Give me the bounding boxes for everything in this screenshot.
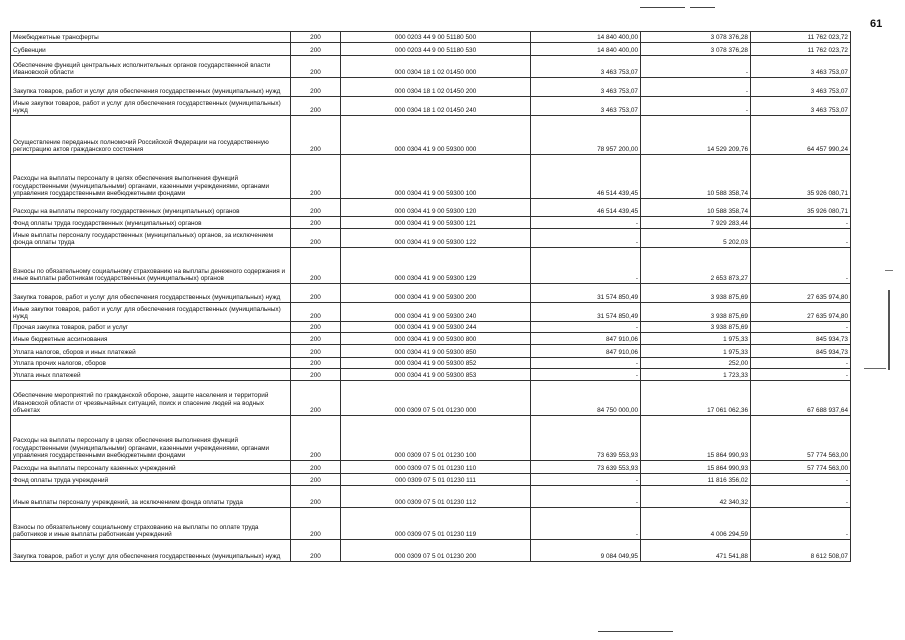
- row-approved: 3 463 753,07: [531, 97, 641, 116]
- row-admin-code: 200: [291, 358, 341, 369]
- row-executed: 14 529 209,76: [641, 116, 751, 155]
- row-budget-code: 000 0309 07 5 01 01230 000: [341, 381, 531, 416]
- row-executed: 3 938 875,69: [641, 322, 751, 333]
- table-row: [11, 56, 851, 78]
- row-remainder: 845 934,73: [751, 333, 851, 345]
- table-row: [11, 97, 851, 116]
- row-budget-code: 000 0309 07 5 01 01230 100: [341, 416, 531, 461]
- row-admin-code: 200: [291, 322, 341, 333]
- table-row: [11, 248, 851, 284]
- row-budget-code: 000 0304 41 9 00 59300 244: [341, 322, 531, 333]
- table-row: [11, 416, 851, 461]
- row-approved: -: [531, 229, 641, 248]
- row-remainder: -: [751, 474, 851, 486]
- table-row: [11, 381, 851, 416]
- row-approved: -: [531, 217, 641, 229]
- row-name: Иные закупки товаров, работ и услуг для обеспечения государственных (муниципальных) нужд: [11, 97, 291, 116]
- row-remainder: 11 762 023,72: [751, 32, 851, 43]
- row-approved: 73 639 553,93: [531, 416, 641, 461]
- table-row: [11, 369, 851, 381]
- row-admin-code: 200: [291, 369, 341, 381]
- row-remainder: -: [751, 217, 851, 229]
- row-executed: 10 588 358,74: [641, 199, 751, 217]
- row-admin-code: 200: [291, 303, 341, 322]
- row-budget-code: 000 0304 41 9 00 59300 100: [341, 155, 531, 199]
- row-remainder: -: [751, 229, 851, 248]
- row-remainder: -: [751, 508, 851, 540]
- row-remainder: 35 926 080,71: [751, 155, 851, 199]
- scan-mark-right-edge: [888, 290, 890, 370]
- row-executed: 1 975,33: [641, 333, 751, 345]
- row-executed: -: [641, 56, 751, 78]
- row-budget-code: 000 0304 41 9 00 59300 129: [341, 248, 531, 284]
- row-executed: 3 938 875,69: [641, 284, 751, 303]
- scan-mark-right-tick: [885, 270, 893, 271]
- row-name: Субвенции: [11, 43, 291, 56]
- row-approved: -: [531, 486, 641, 508]
- row-budget-code: 000 0304 41 9 00 59300 000: [341, 116, 531, 155]
- scan-mark-top: [640, 7, 685, 8]
- row-name: Закупка товаров, работ и услуг для обеспечения государственных (муниципальных) нужд: [11, 78, 291, 97]
- table-row: [11, 32, 851, 43]
- row-remainder: -: [751, 486, 851, 508]
- page-number: 61: [870, 18, 883, 30]
- row-approved: -: [531, 248, 641, 284]
- row-budget-code: 000 0309 07 5 01 01230 200: [341, 540, 531, 562]
- budget-execution-table: [10, 31, 851, 562]
- row-budget-code: 000 0304 41 9 00 59300 120: [341, 199, 531, 217]
- row-remainder: -: [751, 248, 851, 284]
- row-remainder: 67 688 937,64: [751, 381, 851, 416]
- row-name: Иные закупки товаров, работ и услуг для обеспечения государственных (муниципальных) нужд: [11, 303, 291, 322]
- row-remainder: 11 762 023,72: [751, 43, 851, 56]
- row-name: Фонд оплаты труда учреждений: [11, 474, 291, 486]
- row-admin-code: 200: [291, 32, 341, 43]
- row-admin-code: 200: [291, 416, 341, 461]
- row-remainder: 27 635 974,80: [751, 303, 851, 322]
- row-budget-code: 000 0304 18 1 02 01450 240: [341, 97, 531, 116]
- row-budget-code: 000 0203 44 9 00 51180 530: [341, 43, 531, 56]
- row-budget-code: 000 0304 41 9 00 59300 850: [341, 345, 531, 358]
- row-name: Взносы по обязательному социальному страхованию на выплаты по оплате труда работников и иные выплаты работникам учреждений: [11, 508, 291, 540]
- row-executed: 15 864 990,93: [641, 461, 751, 474]
- row-remainder: 35 926 080,71: [751, 199, 851, 217]
- row-approved: -: [531, 474, 641, 486]
- row-remainder: -: [751, 369, 851, 381]
- row-name: Расходы на выплаты персоналу в целях обеспечения выполнения функций государственными (муниципальными) органами, казенными учреждениями, органами управления государственными внебюджетными фондами: [11, 155, 291, 199]
- row-name: Уплата иных платежей: [11, 369, 291, 381]
- row-executed: 3 078 376,28: [641, 43, 751, 56]
- row-approved: 847 910,06: [531, 345, 641, 358]
- row-remainder: 57 774 563,00: [751, 461, 851, 474]
- row-admin-code: 200: [291, 284, 341, 303]
- row-admin-code: 200: [291, 486, 341, 508]
- row-budget-code: 000 0304 18 1 02 01450 200: [341, 78, 531, 97]
- row-name: Иные выплаты персоналу государственных (муниципальных) органов, за исключением фонда оплаты труда: [11, 229, 291, 248]
- row-approved: 31 574 850,49: [531, 284, 641, 303]
- table-row: [11, 229, 851, 248]
- row-budget-code: 000 0304 41 9 00 59300 240: [341, 303, 531, 322]
- row-executed: 5 202,03: [641, 229, 751, 248]
- row-remainder: 57 774 563,00: [751, 416, 851, 461]
- row-executed: 42 340,32: [641, 486, 751, 508]
- row-budget-code: 000 0304 41 9 00 59300 200: [341, 284, 531, 303]
- row-budget-code: 000 0304 41 9 00 59300 121: [341, 217, 531, 229]
- row-executed: 7 929 283,44: [641, 217, 751, 229]
- row-name: Прочая закупка товаров, работ и услуг: [11, 322, 291, 333]
- table-row: [11, 199, 851, 217]
- row-remainder: 8 612 508,07: [751, 540, 851, 562]
- row-name: Обеспечение функций центральных исполнительных органов государственной власти Ивановской области: [11, 56, 291, 78]
- row-approved: 84 750 000,00: [531, 381, 641, 416]
- row-approved: 847 910,06: [531, 333, 641, 345]
- row-budget-code: 000 0309 07 5 01 01230 119: [341, 508, 531, 540]
- row-approved: -: [531, 508, 641, 540]
- row-executed: 17 061 062,36: [641, 381, 751, 416]
- table-row: [11, 540, 851, 562]
- row-budget-code: 000 0309 07 5 01 01230 110: [341, 461, 531, 474]
- table-row: [11, 322, 851, 333]
- row-remainder: 27 635 974,80: [751, 284, 851, 303]
- row-name: Расходы на выплаты персоналу казенных учреждений: [11, 461, 291, 474]
- row-name: Уплата прочих налогов, сборов: [11, 358, 291, 369]
- row-executed: 1 723,33: [641, 369, 751, 381]
- row-admin-code: 200: [291, 333, 341, 345]
- scan-mark-top-2: [690, 7, 715, 8]
- row-name: Осуществление переданных полномочий Российской Федерации на государственную регистрацию актов гражданского состояния: [11, 116, 291, 155]
- table-row: [11, 43, 851, 56]
- row-budget-code: 000 0203 44 9 00 51180 500: [341, 32, 531, 43]
- row-name: Закупка товаров, работ и услуг для обеспечения государственных (муниципальных) нужд: [11, 284, 291, 303]
- row-approved: 14 840 400,00: [531, 32, 641, 43]
- row-executed: 252,00: [641, 358, 751, 369]
- row-name: Расходы на выплаты персоналу государственных (муниципальных) органов: [11, 199, 291, 217]
- row-admin-code: 200: [291, 43, 341, 56]
- table-row: [11, 155, 851, 199]
- row-remainder: 3 463 753,07: [751, 78, 851, 97]
- row-approved: 78 957 200,00: [531, 116, 641, 155]
- row-approved: 14 840 400,00: [531, 43, 641, 56]
- row-admin-code: 200: [291, 217, 341, 229]
- row-admin-code: 200: [291, 97, 341, 116]
- row-approved: 46 514 439,45: [531, 199, 641, 217]
- row-budget-code: 000 0304 41 9 00 59300 852: [341, 358, 531, 369]
- table-row: [11, 116, 851, 155]
- row-remainder: 64 457 990,24: [751, 116, 851, 155]
- row-executed: 11 816 356,02: [641, 474, 751, 486]
- row-admin-code: 200: [291, 540, 341, 562]
- table-row: [11, 508, 851, 540]
- row-remainder: -: [751, 322, 851, 333]
- row-remainder: 845 934,73: [751, 345, 851, 358]
- row-admin-code: 200: [291, 56, 341, 78]
- row-name: Фонд оплаты труда государственных (муниципальных) органов: [11, 217, 291, 229]
- row-remainder: 3 463 753,07: [751, 97, 851, 116]
- row-name: Иные бюджетные ассигнования: [11, 333, 291, 345]
- table-row: [11, 78, 851, 97]
- row-name: Закупка товаров, работ и услуг для обеспечения государственных (муниципальных) нужд: [11, 540, 291, 562]
- row-remainder: -: [751, 358, 851, 369]
- row-approved: 9 084 049,95: [531, 540, 641, 562]
- row-admin-code: 200: [291, 116, 341, 155]
- table-row: [11, 303, 851, 322]
- row-admin-code: 200: [291, 381, 341, 416]
- row-approved: 3 463 753,07: [531, 56, 641, 78]
- row-budget-code: 000 0304 18 1 02 01450 000: [341, 56, 531, 78]
- scan-mark-bottom: [598, 631, 673, 632]
- row-admin-code: 200: [291, 474, 341, 486]
- scan-mark-right-dash: [864, 368, 886, 369]
- row-approved: -: [531, 369, 641, 381]
- table-row: [11, 345, 851, 358]
- row-executed: 1 975,33: [641, 345, 751, 358]
- row-admin-code: 200: [291, 461, 341, 474]
- row-name: Расходы на выплаты персоналу в целях обеспечения выполнения функций государственными (муниципальными) органами, казенными учреждениями, органами управления государственными внебюджетными фондами: [11, 416, 291, 461]
- row-admin-code: 200: [291, 508, 341, 540]
- row-budget-code: 000 0309 07 5 01 01230 112: [341, 486, 531, 508]
- row-budget-code: 000 0304 41 9 00 59300 122: [341, 229, 531, 248]
- row-approved: 31 574 850,49: [531, 303, 641, 322]
- row-name: Межбюджетные трансферты: [11, 32, 291, 43]
- table-row: [11, 217, 851, 229]
- row-executed: 4 006 294,59: [641, 508, 751, 540]
- row-name: Иные выплаты персоналу учреждений, за исключением фонда оплаты труда: [11, 486, 291, 508]
- row-executed: -: [641, 97, 751, 116]
- row-name: Взносы по обязательному социальному страхованию на выплаты денежного содержания и иные выплаты работникам государственных (муниципальных) органов: [11, 248, 291, 284]
- row-approved: 46 514 439,45: [531, 155, 641, 199]
- row-budget-code: 000 0304 41 9 00 59300 800: [341, 333, 531, 345]
- row-executed: 15 864 990,93: [641, 416, 751, 461]
- table-row: [11, 461, 851, 474]
- row-admin-code: 200: [291, 345, 341, 358]
- row-executed: -: [641, 78, 751, 97]
- row-executed: 10 588 358,74: [641, 155, 751, 199]
- row-admin-code: 200: [291, 155, 341, 199]
- row-approved: 3 463 753,07: [531, 78, 641, 97]
- table-row: [11, 333, 851, 345]
- row-admin-code: 200: [291, 78, 341, 97]
- row-remainder: 3 463 753,07: [751, 56, 851, 78]
- table-row: [11, 486, 851, 508]
- row-budget-code: 000 0304 41 9 00 59300 853: [341, 369, 531, 381]
- row-approved: 73 639 553,93: [531, 461, 641, 474]
- row-admin-code: 200: [291, 248, 341, 284]
- row-executed: 471 541,88: [641, 540, 751, 562]
- row-executed: 2 653 873,27: [641, 248, 751, 284]
- row-admin-code: 200: [291, 229, 341, 248]
- row-admin-code: 200: [291, 199, 341, 217]
- table-row: [11, 284, 851, 303]
- row-name: Уплата налогов, сборов и иных платежей: [11, 345, 291, 358]
- row-approved: -: [531, 322, 641, 333]
- row-approved: -: [531, 358, 641, 369]
- row-executed: 3 938 875,69: [641, 303, 751, 322]
- table-row: [11, 358, 851, 369]
- table-row: [11, 474, 851, 486]
- row-name: Обеспечение мероприятий по гражданской обороне, защите населения и территорий Ивановской области от чрезвычайных ситуаций, поиск и спасение людей на водных объектах: [11, 381, 291, 416]
- row-executed: 3 078 376,28: [641, 32, 751, 43]
- row-budget-code: 000 0309 07 5 01 01230 111: [341, 474, 531, 486]
